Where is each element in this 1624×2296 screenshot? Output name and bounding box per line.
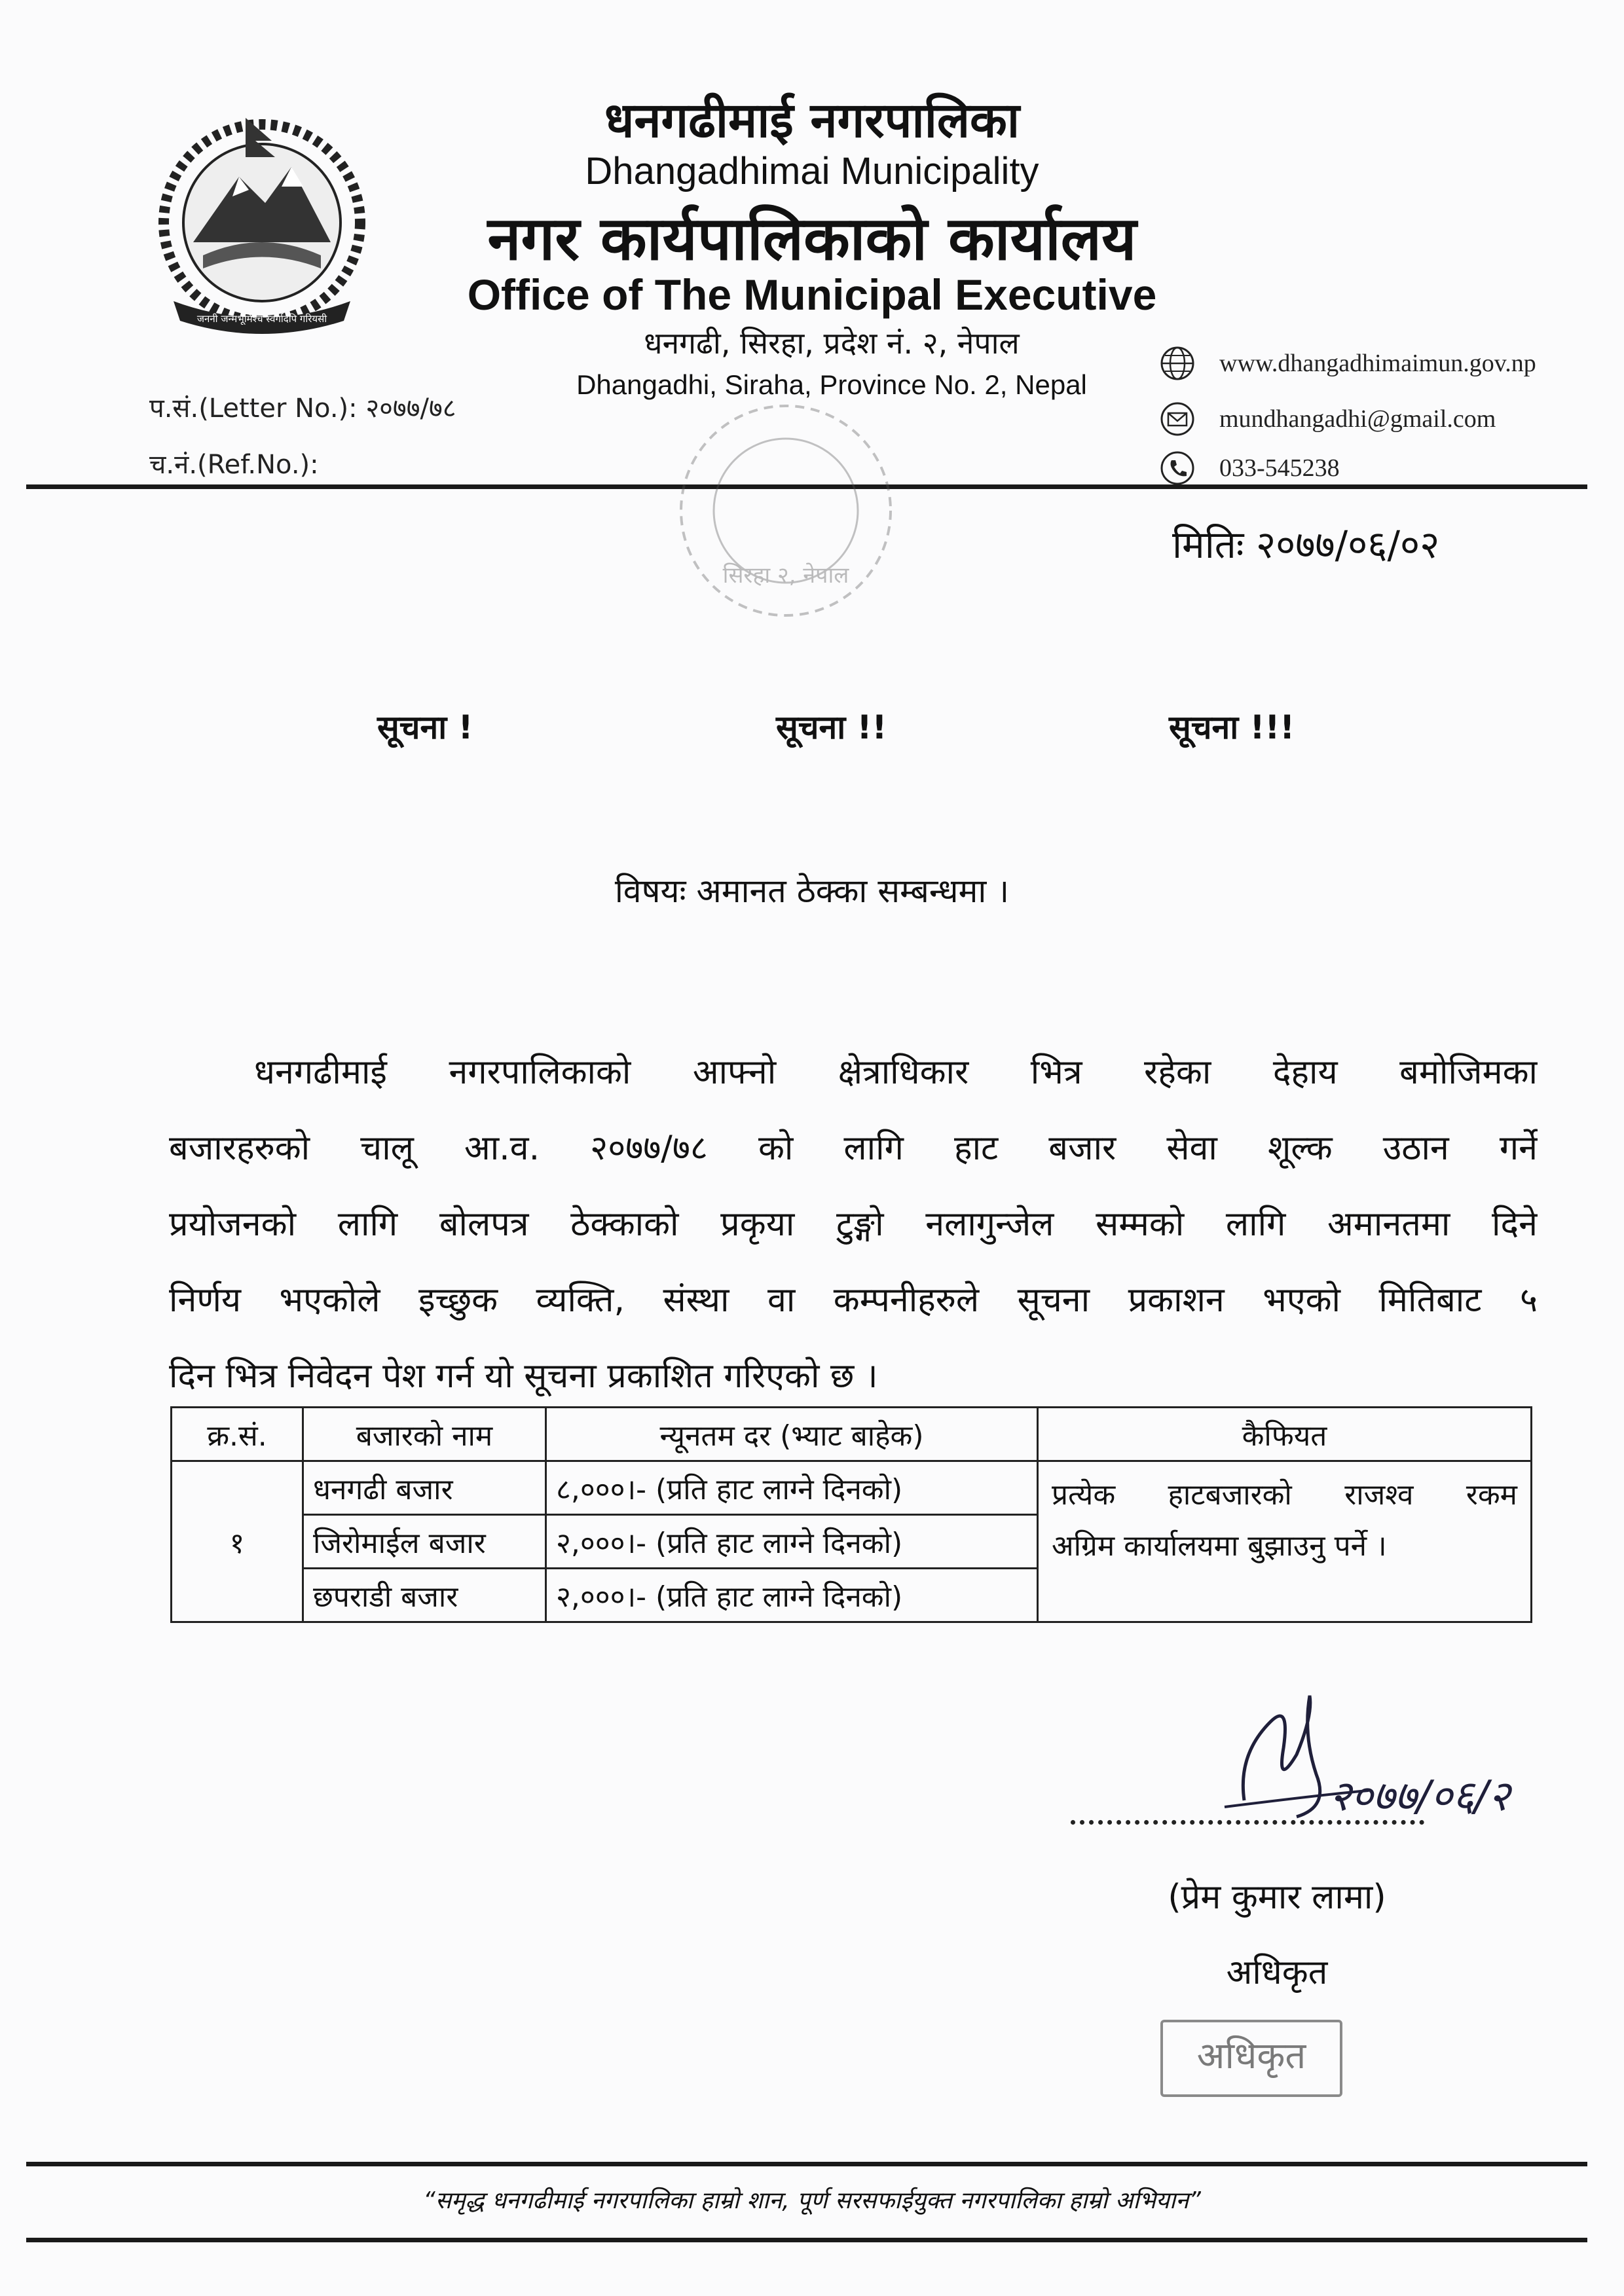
municipality-name-english: Dhangadhimai Municipality xyxy=(585,150,1039,192)
remarks-cell xyxy=(1038,1461,1532,1622)
table-header-row xyxy=(172,1408,1532,1461)
remark-line: प्रत्येक हाटबजारको राजश्व रकम xyxy=(1052,1478,1517,1512)
signatory-name: (प्रेम कुमार लामा) xyxy=(1168,1878,1386,1917)
header-min-rate: न्यूनतम दर (भ्याट बाहेक) xyxy=(546,1408,1038,1461)
body-line: दिन भित्र निवेदन पेश गर्न यो सूचना प्रकाशित गरिएको छ । xyxy=(169,1357,878,1396)
signature-date: २०७७/०६/२ xyxy=(1329,1772,1511,1821)
phone-text: 033-545238 xyxy=(1219,454,1340,482)
letter-number: प.सं.(Letter No.): २०७७/७८ xyxy=(149,393,456,424)
address-nepali: धनगढी, सिरहा, प्रदेश नं. २, नेपाल xyxy=(644,325,1020,361)
serial-cell: १ xyxy=(172,1461,303,1622)
contact-email-row xyxy=(1159,396,1496,442)
office-name-english: Office of The Municipal Executive xyxy=(467,270,1157,319)
body-line: निर्णय भएकोले इच्छुक व्यक्ति, संस्था वा कम्पनीहरुले सूचना प्रकाशन भएको मितिबाट ५ xyxy=(169,1281,1538,1320)
rate-cell: २,०००।- (प्रति हाट लाग्ने दिनको) xyxy=(546,1569,1038,1622)
body-line: बजारहरुको चालू आ.व. २०७७/७८ को लागि हाट बजार सेवा शूल्क उठान गर्ने xyxy=(169,1129,1538,1168)
footer-divider-top xyxy=(26,2162,1587,2166)
contact-website-row xyxy=(1159,340,1536,386)
email-icon xyxy=(1159,401,1196,437)
website-text: www.dhangadhimaimun.gov.np xyxy=(1219,350,1536,377)
seal-text: सिरहा २, नेपाल xyxy=(722,562,849,589)
subject-line: विषयः अमानत ठेक्का सम्बन्धमा । xyxy=(614,872,1010,910)
letter-date: मितिः २०७७/०६/०२ xyxy=(1172,522,1440,567)
market-name-cell: धनगढी बजार xyxy=(303,1461,546,1515)
office-seal xyxy=(655,393,917,629)
phone-icon xyxy=(1159,450,1196,486)
emblem-caption: जननी जन्मभूमिश्च स्वर्गादपि गरियसी xyxy=(196,313,327,325)
header-remarks: कैफियत xyxy=(1038,1408,1532,1461)
reference-number: च.नं.(Ref.No.): xyxy=(149,450,319,480)
market-name-cell: जिरोमाईल बजार xyxy=(303,1515,546,1569)
signatory-title: अधिकृत xyxy=(1226,1953,1328,1992)
header-market-name: बजारको नाम xyxy=(303,1408,546,1461)
market-name-cell: छपराडी बजार xyxy=(303,1569,546,1622)
notice-heading-2: सूचना !! xyxy=(776,708,887,746)
table-row xyxy=(172,1461,1532,1515)
nepal-emblem-icon xyxy=(141,105,383,347)
header-serial: क्र.सं. xyxy=(172,1408,303,1461)
body-line: धनगढीमाई नगरपालिकाको आफ्नो क्षेत्राधिकार भित्र रहेका देहाय बमोजिमका xyxy=(254,1053,1538,1092)
rate-cell: ८,०००।- (प्रति हाट लाग्ने दिनको) xyxy=(546,1461,1038,1515)
footer-divider-bottom xyxy=(26,2238,1587,2242)
globe-icon xyxy=(1159,345,1196,382)
notice-heading-3: सूचना !!! xyxy=(1169,708,1295,746)
signature-line xyxy=(1071,1820,1424,1825)
title-stamp: अधिकृत xyxy=(1160,2020,1342,2097)
notice-body xyxy=(169,1034,1538,1414)
footer-slogan: “समृद्ध धनगढीमाई नगरपालिका हाम्रो शान, पूर्ण सरसफाईयुक्त नगरपालिका हाम्रो अभियान” xyxy=(423,2187,1201,2214)
notice-heading-1: सूचना ! xyxy=(377,708,473,746)
remark-line: अग्रिम कार्यालयमा बुझाउनु पर्ने । xyxy=(1052,1529,1387,1563)
municipality-name-nepali: धनगढीमाई नगरपालिका xyxy=(604,92,1020,149)
email-text: mundhangadhi@gmail.com xyxy=(1219,405,1496,433)
rate-cell: २,०००।- (प्रति हाट लाग्ने दिनको) xyxy=(546,1515,1038,1569)
address-english: Dhangadhi, Siraha, Province No. 2, Nepal xyxy=(576,369,1087,400)
office-name-nepali: नगर कार्यपालिकाको कार्यालय xyxy=(487,204,1137,274)
market-rate-table xyxy=(170,1406,1532,1623)
body-line: प्रयोजनको लागि बोलपत्र ठेक्काको प्रकृया टुङ्गो नलागुन्जेल सम्मको लागि अमानतमा दिने xyxy=(169,1205,1538,1244)
